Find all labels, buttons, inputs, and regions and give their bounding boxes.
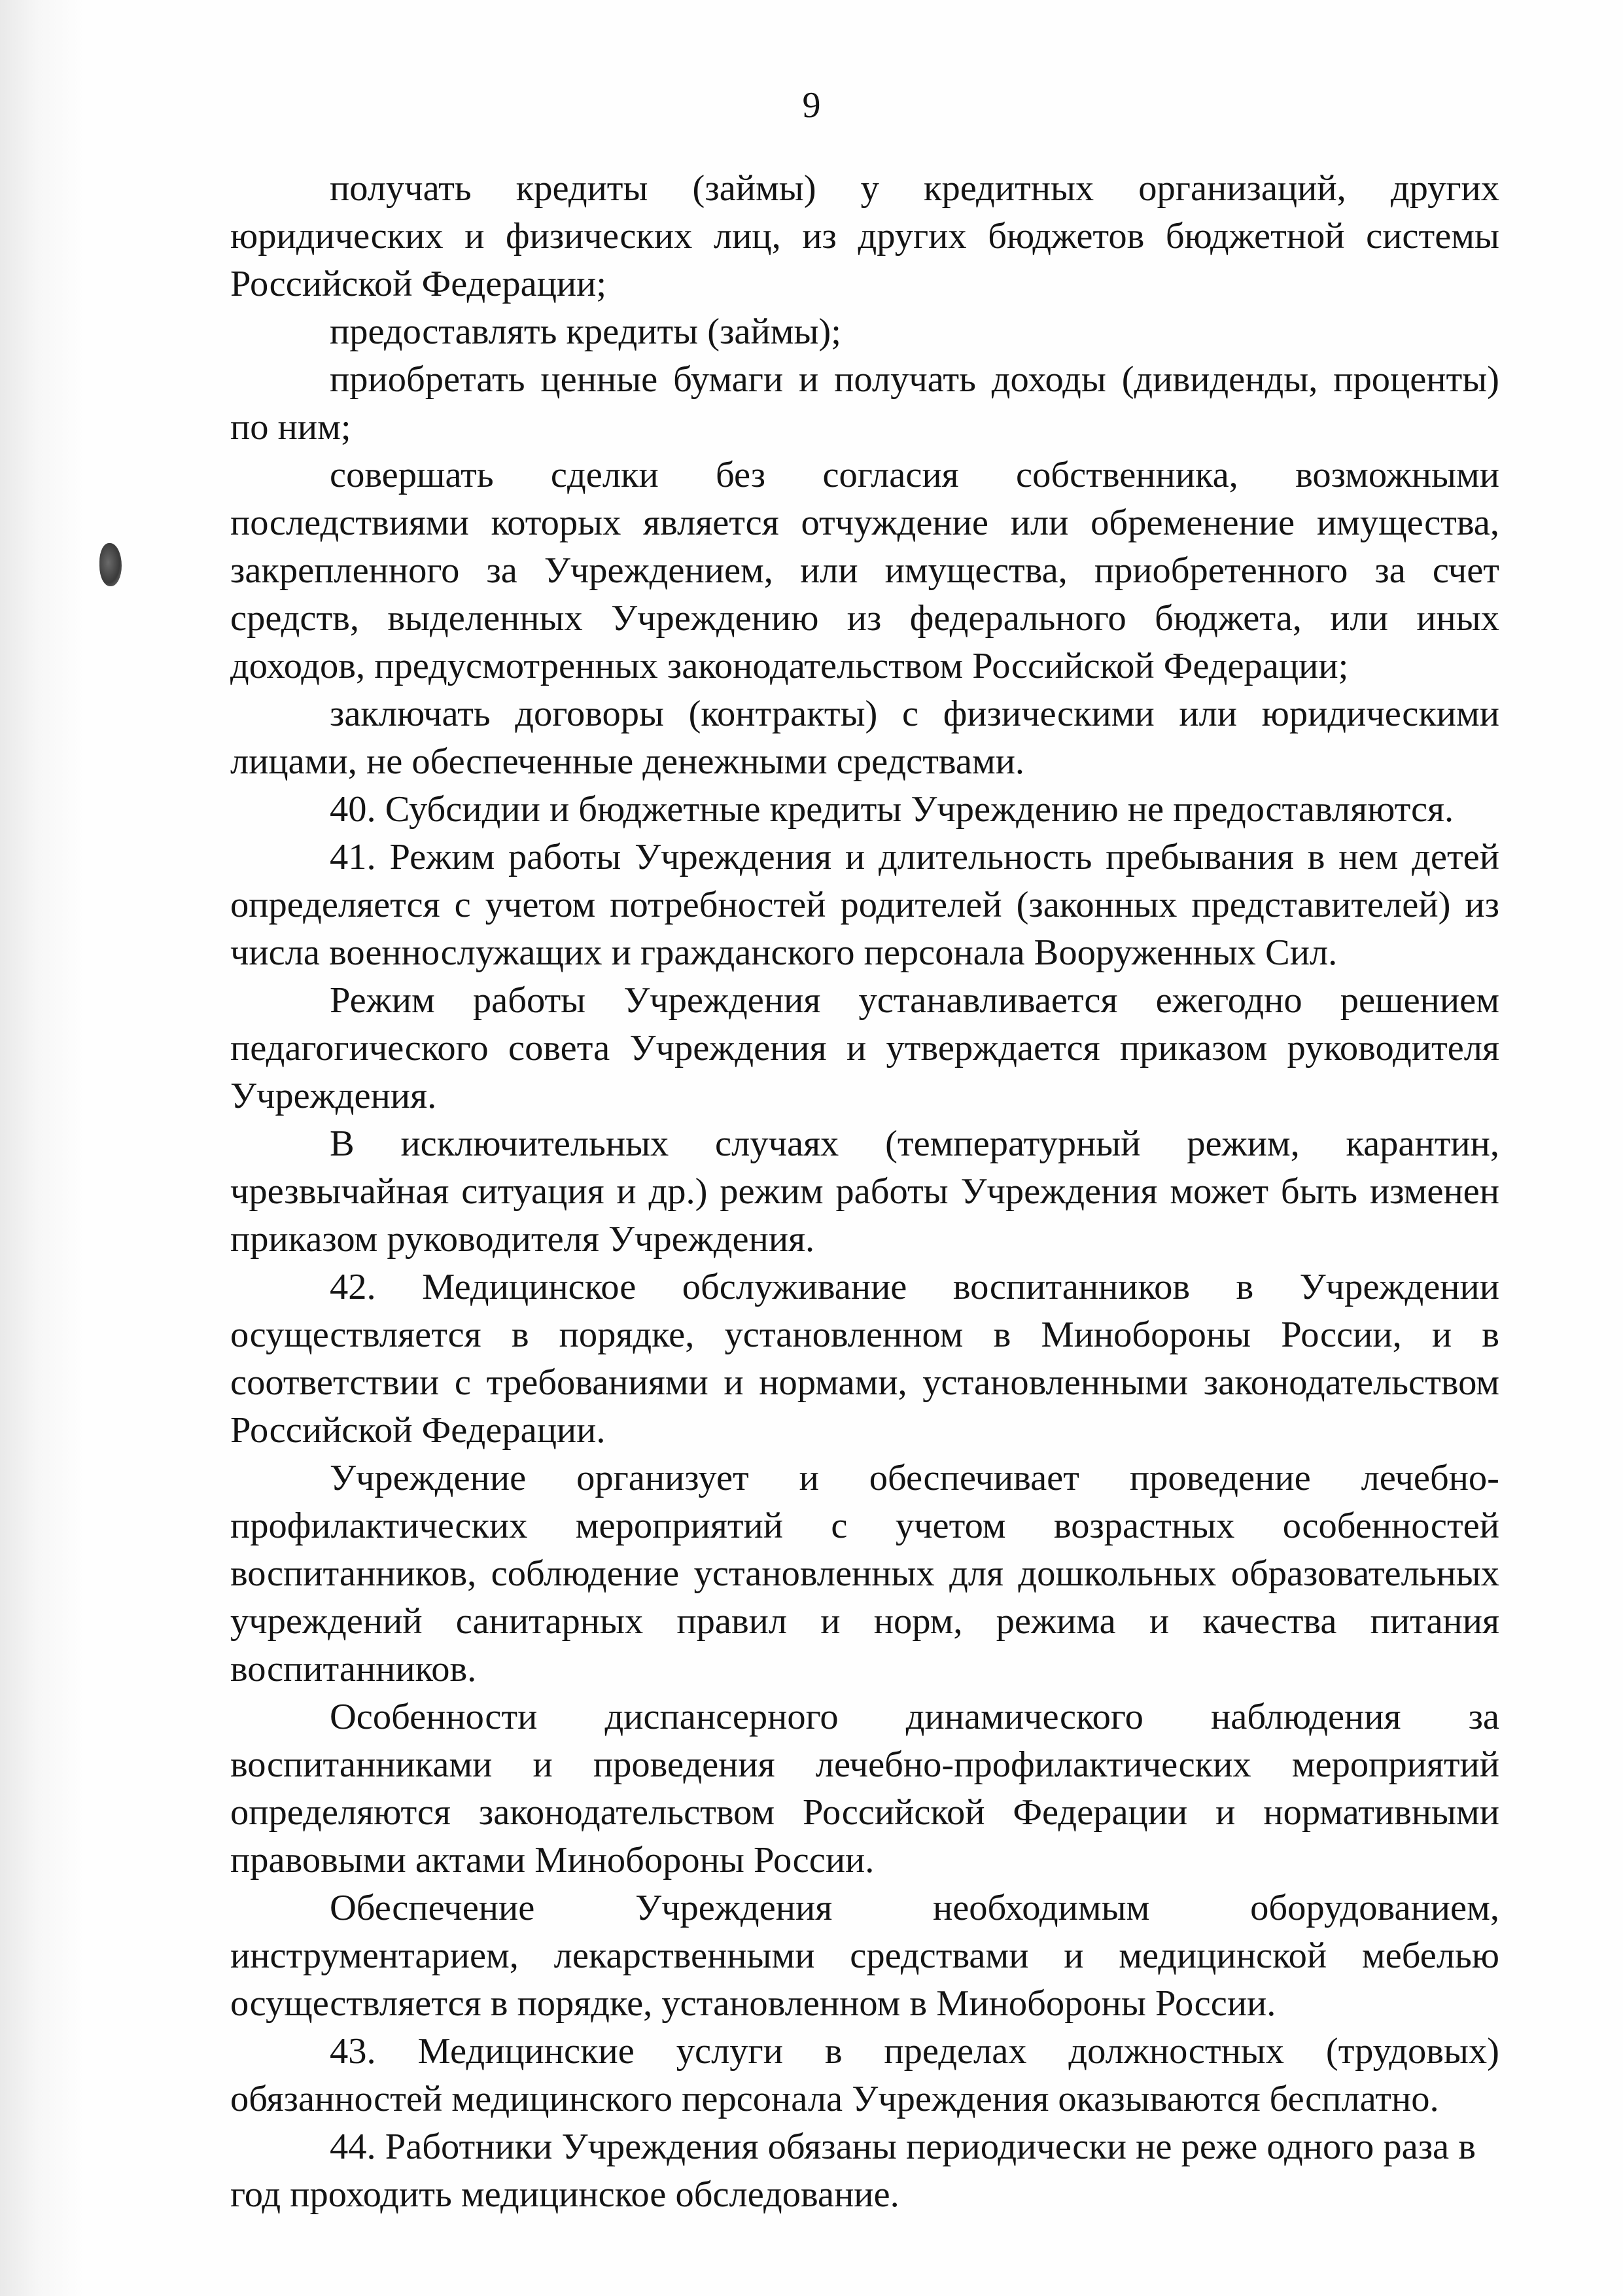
scan-edge-shadow <box>0 0 85 2296</box>
paragraph-contracts: заключать договоры (контракты) с физическими или юридическими лицами, не обеспеченные денежными средствами. <box>230 694 1499 782</box>
paragraph-42-observation: Особенности диспансерного динамического наблюдения за воспитанниками и проведения лечебно-профилактических мероприятий определяются законодательством Российской Федерации и нормативными правовыми актами Минобороны России. <box>230 1697 1499 1881</box>
paragraph-provide-credits: предоставлять кредиты (займы); <box>330 311 841 352</box>
paragraph-41: 41. Режим работы Учреждения и длительность пребывания в нем детей определяется с учетом потребностей родителей (законных представителей) из числа военнослужащих и гражданского персонала Вооруженных Сил. <box>230 837 1499 973</box>
paragraph-43: 43. Медицинские услуги в пределах должностных (трудовых) обязанностей медицинского персонала Учреждения оказываются бесплатно. <box>230 2031 1499 2119</box>
paragraph-42-equipment: Обеспечение Учреждения необходимым оборудованием, инструментарием, лекарственными средствами и медицинской мебелью осуществляется в порядке, установленном в Минобороны России. <box>230 1888 1499 2024</box>
body-text <box>230 165 1499 2219</box>
paragraph-42: 42. Медицинское обслуживание воспитанников в Учреждении осуществляется в порядке, установленном в Минобороны России, и в соответствии с требованиями и нормами, установленными законодательством Российской Федерации. <box>230 1267 1499 1451</box>
paragraph-42-organization: Учреждение организует и обеспечивает проведение лечебно-профилактических мероприятий с учетом возрастных особенностей воспитанников, соблюдение установленных для дошкольных образовательных учреждений санитарных правил и норм, режима и качества питания воспитанников. <box>230 1458 1499 1689</box>
paragraph-40: 40. Субсидии и бюджетные кредиты Учреждению не предоставляются. <box>330 789 1454 830</box>
paragraph-transactions: совершать сделки без согласия собственника, возможными последствиями которых является отчуждение или обременение имущества, закрепленного за Учреждением, или имущества, приобретенного за счет средств, выделенных Учреждению из федерального бюджета, или иных доходов, предусмотренных законодательством Российской Федерации; <box>230 455 1499 686</box>
paragraph-41-exceptions: В исключительных случаях (температурный режим, карантин, чрезвычайная ситуация и др.) режим работы Учреждения может быть изменен приказом руководителя Учреждения. <box>230 1123 1499 1260</box>
paragraph-obtain-credits: получать кредиты (займы) у кредитных организаций, других юридических и физических лиц, из других бюджетов бюджетной системы Российской Федерации; <box>230 168 1499 304</box>
paragraph-41-work-mode: Режим работы Учреждения устанавливается ежегодно решением педагогического совета Учреждения и утверждается приказом руководителя Учреждения. <box>230 980 1499 1116</box>
page-number: 9 <box>802 85 821 126</box>
paragraph-44: 44. Работники Учреждения обязаны периодически не реже одного раза в год проходить медицинское обследование. <box>230 2127 1476 2215</box>
punch-hole-mark <box>99 543 122 586</box>
paragraph-securities: приобретать ценные бумаги и получать доходы (дивиденды, проценты) по ним; <box>230 359 1499 448</box>
